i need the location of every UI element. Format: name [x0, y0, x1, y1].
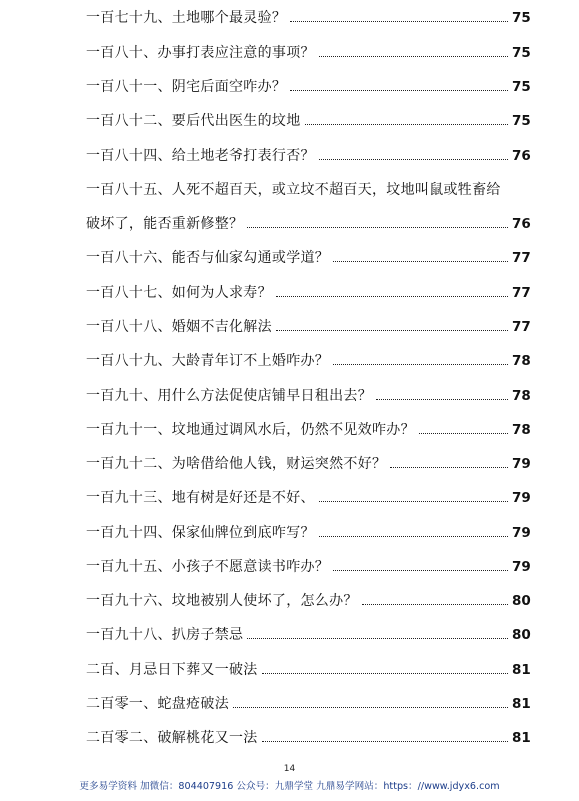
page-number: 14 [283, 764, 296, 774]
toc-entry [86, 384, 530, 404]
toc-entry-page: 81 [512, 730, 531, 746]
toc-entry-page: 76 [512, 216, 531, 232]
footer-promo-text: 更多易学资料 加微信：804407916 公众号：九鼎学堂 九鼎易学网站：https：//www.jdyx6.com [79, 781, 500, 792]
toc-entry [86, 486, 530, 506]
toc-entry-first-line [86, 178, 530, 198]
dot-leader [333, 363, 508, 365]
dot-leader [319, 535, 508, 537]
toc-entry [86, 521, 530, 541]
dot-leader [419, 432, 508, 434]
toc-entry [86, 658, 530, 678]
toc-entry [86, 281, 530, 301]
dot-leader [233, 706, 508, 708]
toc-entry [86, 349, 530, 369]
toc-entry [86, 75, 530, 95]
dot-leader [262, 740, 508, 742]
toc-entry-page: 77 [512, 285, 531, 301]
dot-leader [305, 123, 509, 125]
toc-entry-title: 一百九十、用什么方法促使店铺早日租出去？ [86, 388, 372, 404]
dot-leader [262, 672, 508, 674]
toc-entry [86, 418, 530, 438]
toc-entry-title: 一百八十九、大龄青年订不上婚咋办？ [86, 353, 330, 369]
dot-leader [333, 569, 508, 571]
toc-entry [86, 623, 530, 643]
toc-entry-title: 一百九十八、扒房子禁忌 [86, 627, 244, 643]
toc-entry-title: 一百九十五、小孩子不愿意读书咋办？ [86, 559, 330, 575]
dot-leader [247, 226, 508, 228]
toc-entry [86, 6, 530, 26]
toc-entry-page: 78 [512, 388, 531, 404]
toc-entry-title: 一百九十四、保家仙牌位到底咋写？ [86, 525, 315, 541]
toc-entry-title: 一百九十一、坟地通过调风水后，仍然不见效咋办？ [86, 422, 415, 438]
toc-entry-title: 一百八十四、给土地老爷打表行否？ [86, 148, 315, 164]
toc-entry-page: 79 [512, 490, 531, 506]
toc-entry-title: 一百八十五、人死不超百天，或立坟不超百天，坟地叫鼠或牲畜给 [86, 182, 501, 198]
toc-entry-page: 75 [512, 113, 531, 129]
toc-entry [86, 315, 530, 335]
dot-leader [333, 260, 508, 262]
toc-entry [86, 144, 530, 164]
dot-leader [319, 55, 508, 57]
toc-entry-page: 77 [512, 250, 531, 266]
toc-entry-page: 76 [512, 148, 531, 164]
toc-entry-page: 79 [512, 559, 531, 575]
toc-entry-page: 75 [512, 79, 531, 95]
toc-entry-page: 77 [512, 319, 531, 335]
toc-entry-continuation [86, 212, 530, 232]
toc-entry-title: 一百八十、办事打表应注意的事项？ [86, 45, 315, 61]
toc-entry-page: 79 [512, 525, 531, 541]
dot-leader [390, 466, 508, 468]
toc-entry-title: 二百零一、蛇盘疮破法 [86, 696, 229, 712]
dot-leader [290, 89, 508, 91]
toc-entry [86, 109, 530, 129]
dot-leader [319, 500, 508, 502]
toc-entry [86, 452, 530, 472]
toc-entry-page: 78 [512, 353, 531, 369]
dot-leader [290, 20, 508, 22]
toc-entry-page: 81 [512, 662, 531, 678]
toc-entry [86, 692, 530, 712]
toc-entry-title: 二百、月忌日下葬又一破法 [86, 662, 258, 678]
toc-entry-page: 75 [512, 10, 531, 26]
toc-entry-title: 一百九十三、地有树是好还是不好、 [86, 490, 315, 506]
dot-leader [319, 158, 508, 160]
toc-entry-title: 一百九十六、坟地被别人使坏了，怎么办？ [86, 593, 358, 609]
toc-entry-page: 80 [512, 593, 531, 609]
toc-entry-page: 78 [512, 422, 531, 438]
toc-entry-title: 一百七十九、土地哪个最灵验？ [86, 10, 287, 26]
dot-leader [276, 295, 508, 297]
toc-entry-title: 二百零二、破解桃花又一法 [86, 730, 258, 746]
toc-entry [86, 246, 530, 266]
dot-leader [247, 637, 508, 639]
toc-entry-title: 一百九十二、为啥借给他人钱，财运突然不好？ [86, 456, 387, 472]
dot-leader [376, 398, 508, 400]
toc-entry-page: 81 [512, 696, 531, 712]
toc-entry-title: 一百八十六、能否与仙家勾通或学道？ [86, 250, 330, 266]
toc-entry-page: 80 [512, 627, 531, 643]
toc-entry-title: 一百八十一、阴宅后面空咋办？ [86, 79, 287, 95]
toc-entry-page: 79 [512, 456, 531, 472]
toc-entry [86, 726, 530, 746]
toc-entry-title: 一百八十二、要后代出医生的坟地 [86, 113, 301, 129]
dot-leader [276, 329, 508, 331]
toc-entry [86, 41, 530, 61]
toc-entry-title: 一百八十七、如何为人求寿？ [86, 285, 272, 301]
toc-entry [86, 589, 530, 609]
toc-entry-page: 75 [512, 45, 531, 61]
toc-entry-title: 一百八十八、婚姻不吉化解法 [86, 319, 272, 335]
dot-leader [362, 603, 508, 605]
toc-entry-title: 破坏了，能否重新修整？ [86, 216, 244, 232]
toc-entry [86, 555, 530, 575]
